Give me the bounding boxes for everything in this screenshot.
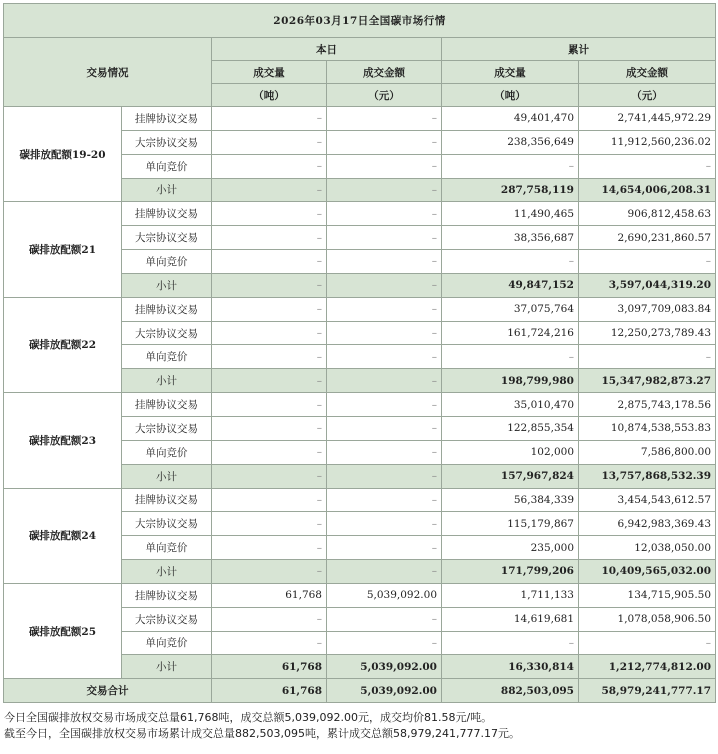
today-volume: – (212, 154, 327, 178)
cum-volume: 11,490,465 (442, 202, 579, 226)
today-volume: – (212, 416, 327, 440)
today-amount: – (327, 345, 442, 369)
trade-type: 大宗协议交易 (122, 512, 212, 536)
subtotal-cum-volume: 49,847,152 (442, 273, 579, 297)
cum-amount: 10,874,538,553.83 (579, 416, 716, 440)
table-row (4, 488, 716, 512)
subtotal-cum-amount: 1,212,774,812.00 (579, 655, 716, 679)
group-name: 碳排放配额22 (4, 297, 122, 392)
cum-amount: 6,942,983,369.43 (579, 512, 716, 536)
today-volume: – (212, 226, 327, 250)
subtotal-cum-volume: 157,967,824 (442, 464, 579, 488)
cum-amount: – (579, 345, 716, 369)
subtotal-cum-amount: 13,757,868,532.39 (579, 464, 716, 488)
trade-type: 大宗协议交易 (122, 130, 212, 154)
today-volume: – (212, 107, 327, 131)
today-amount: – (327, 226, 442, 250)
today-amount-unit: （元） (327, 84, 442, 107)
trade-type: 单向竞价 (122, 536, 212, 560)
today-amount: – (327, 607, 442, 631)
today-amount: – (327, 154, 442, 178)
subtotal-today-volume: – (212, 464, 327, 488)
today-header: 本日 (212, 38, 442, 61)
group-name: 碳排放配额19-20 (4, 107, 122, 202)
subtotal-today-amount: – (327, 178, 442, 202)
table-row (4, 393, 716, 417)
carbon-market-table (3, 3, 716, 703)
trade-type: 单向竞价 (122, 345, 212, 369)
cum-volume: 235,000 (442, 536, 579, 560)
cumulative-header: 累计 (442, 38, 716, 61)
today-volume: – (212, 250, 327, 274)
trade-type: 挂牌协议交易 (122, 107, 212, 131)
table-row (4, 202, 716, 226)
today-volume: – (212, 440, 327, 464)
cum-amount: 3,097,709,083.84 (579, 297, 716, 321)
subtotal-label: 小计 (122, 178, 212, 202)
today-amount: – (327, 321, 442, 345)
today-volume: – (212, 130, 327, 154)
today-amount: – (327, 393, 442, 417)
cum-volume: 38,356,687 (442, 226, 579, 250)
cum-amount: 1,078,058,906.50 (579, 607, 716, 631)
trade-type: 单向竞价 (122, 631, 212, 655)
subtotal-today-volume: – (212, 560, 327, 584)
today-amount: – (327, 631, 442, 655)
cum-amount: 2,741,445,972.29 (579, 107, 716, 131)
cum-amount: 2,690,231,860.57 (579, 226, 716, 250)
cum-volume: – (442, 250, 579, 274)
today-volume-header: 成交量 (212, 61, 327, 84)
total-cum-amount: 58,979,241,777.17 (579, 679, 716, 703)
cum-volume-unit: （吨） (442, 84, 579, 107)
cum-volume: – (442, 345, 579, 369)
cum-amount: – (579, 631, 716, 655)
today-volume: – (212, 321, 327, 345)
trade-type: 挂牌协议交易 (122, 393, 212, 417)
subtotal-today-amount: – (327, 273, 442, 297)
trade-info-header: 交易情况 (4, 38, 212, 107)
today-amount: – (327, 107, 442, 131)
cum-volume-header: 成交量 (442, 61, 579, 84)
cum-amount: 2,875,743,178.56 (579, 393, 716, 417)
subtotal-today-amount: – (327, 560, 442, 584)
cum-amount: 11,912,560,236.02 (579, 130, 716, 154)
trade-type: 单向竞价 (122, 154, 212, 178)
total-cum-volume: 882,503,095 (442, 679, 579, 703)
trade-type: 挂牌协议交易 (122, 488, 212, 512)
cum-volume: 49,401,470 (442, 107, 579, 131)
subtotal-label: 小计 (122, 560, 212, 584)
today-amount: – (327, 536, 442, 560)
total-row (4, 679, 716, 703)
cum-volume: 161,724,216 (442, 321, 579, 345)
today-volume-unit: （吨） (212, 84, 327, 107)
cum-volume: 35,010,470 (442, 393, 579, 417)
today-volume: – (212, 488, 327, 512)
today-amount: – (327, 130, 442, 154)
trade-type: 单向竞价 (122, 440, 212, 464)
cum-volume: 238,356,649 (442, 130, 579, 154)
total-today-amount: 5,039,092.00 (327, 679, 442, 703)
trade-type: 大宗协议交易 (122, 607, 212, 631)
today-volume: – (212, 202, 327, 226)
subtotal-today-amount: 5,039,092.00 (327, 655, 442, 679)
today-volume: – (212, 393, 327, 417)
today-amount: – (327, 440, 442, 464)
subtotal-cum-amount: 3,597,044,319.20 (579, 273, 716, 297)
cum-volume: 1,711,133 (442, 583, 579, 607)
footnotes (4, 710, 520, 742)
today-amount: – (327, 488, 442, 512)
cum-volume: 115,179,867 (442, 512, 579, 536)
today-amount: – (327, 416, 442, 440)
today-volume: – (212, 536, 327, 560)
subtotal-cum-volume: 16,330,814 (442, 655, 579, 679)
subtotal-label: 小计 (122, 464, 212, 488)
today-volume: – (212, 297, 327, 321)
today-amount: – (327, 297, 442, 321)
cum-amount: 134,715,905.50 (579, 583, 716, 607)
cum-volume: 102,000 (442, 440, 579, 464)
subtotal-today-volume: – (212, 178, 327, 202)
group-name: 碳排放配额21 (4, 202, 122, 297)
subtotal-cum-volume: 198,799,980 (442, 369, 579, 393)
today-amount-header: 成交金额 (327, 61, 442, 84)
cum-volume: 122,855,354 (442, 416, 579, 440)
cum-amount: 3,454,543,612.57 (579, 488, 716, 512)
total-label: 交易合计 (4, 679, 212, 703)
cum-amount-unit: （元） (579, 84, 716, 107)
cum-volume: 56,384,339 (442, 488, 579, 512)
cum-amount: 906,812,458.63 (579, 202, 716, 226)
subtotal-today-volume: – (212, 369, 327, 393)
subtotal-today-amount: – (327, 369, 442, 393)
today-volume: – (212, 607, 327, 631)
subtotal-today-volume: 61,768 (212, 655, 327, 679)
trade-type: 挂牌协议交易 (122, 202, 212, 226)
group-name: 碳排放配额23 (4, 393, 122, 488)
subtotal-today-volume: – (212, 273, 327, 297)
trade-type: 大宗协议交易 (122, 321, 212, 345)
cum-amount: – (579, 154, 716, 178)
trade-type: 单向竞价 (122, 250, 212, 274)
subtotal-cum-volume: 171,799,206 (442, 560, 579, 584)
table-row (4, 107, 716, 131)
table-title: 2026年03月17日全国碳市场行情 (4, 4, 716, 38)
today-volume: – (212, 631, 327, 655)
total-today-volume: 61,768 (212, 679, 327, 703)
cum-amount: – (579, 250, 716, 274)
today-volume: 61,768 (212, 583, 327, 607)
cum-amount: 7,586,800.00 (579, 440, 716, 464)
subtotal-cum-volume: 287,758,119 (442, 178, 579, 202)
subtotal-cum-amount: 14,654,006,208.31 (579, 178, 716, 202)
today-amount: 5,039,092.00 (327, 583, 442, 607)
cum-volume: – (442, 154, 579, 178)
today-volume: – (212, 512, 327, 536)
group-name: 碳排放配额25 (4, 583, 122, 678)
trade-type: 大宗协议交易 (122, 226, 212, 250)
subtotal-label: 小计 (122, 655, 212, 679)
cum-volume: – (442, 631, 579, 655)
footnote-cumulative: 截至今日，全国碳排放权交易市场累计成交总量882,503,095吨，累计成交总额58,979,241,777.17元。 (4, 727, 520, 740)
table-row (4, 297, 716, 321)
today-volume: – (212, 345, 327, 369)
subtotal-cum-amount: 15,347,982,873.27 (579, 369, 716, 393)
cum-volume: 37,075,764 (442, 297, 579, 321)
table-row (4, 583, 716, 607)
subtotal-label: 小计 (122, 369, 212, 393)
cum-amount-header: 成交金额 (579, 61, 716, 84)
trade-type: 挂牌协议交易 (122, 297, 212, 321)
subtotal-today-amount: – (327, 464, 442, 488)
trade-type: 大宗协议交易 (122, 416, 212, 440)
cum-volume: 14,619,681 (442, 607, 579, 631)
cum-amount: 12,038,050.00 (579, 536, 716, 560)
trade-type: 挂牌协议交易 (122, 583, 212, 607)
today-amount: – (327, 202, 442, 226)
today-amount: – (327, 512, 442, 536)
group-name: 碳排放配额24 (4, 488, 122, 583)
cum-amount: 12,250,273,789.43 (579, 321, 716, 345)
footnote-today: 今日全国碳排放权交易市场成交总量61,768吨，成交总额5,039,092.00元，成交均价81.58元/吨。 (4, 711, 493, 724)
subtotal-cum-amount: 10,409,565,032.00 (579, 560, 716, 584)
today-amount: – (327, 250, 442, 274)
subtotal-label: 小计 (122, 273, 212, 297)
